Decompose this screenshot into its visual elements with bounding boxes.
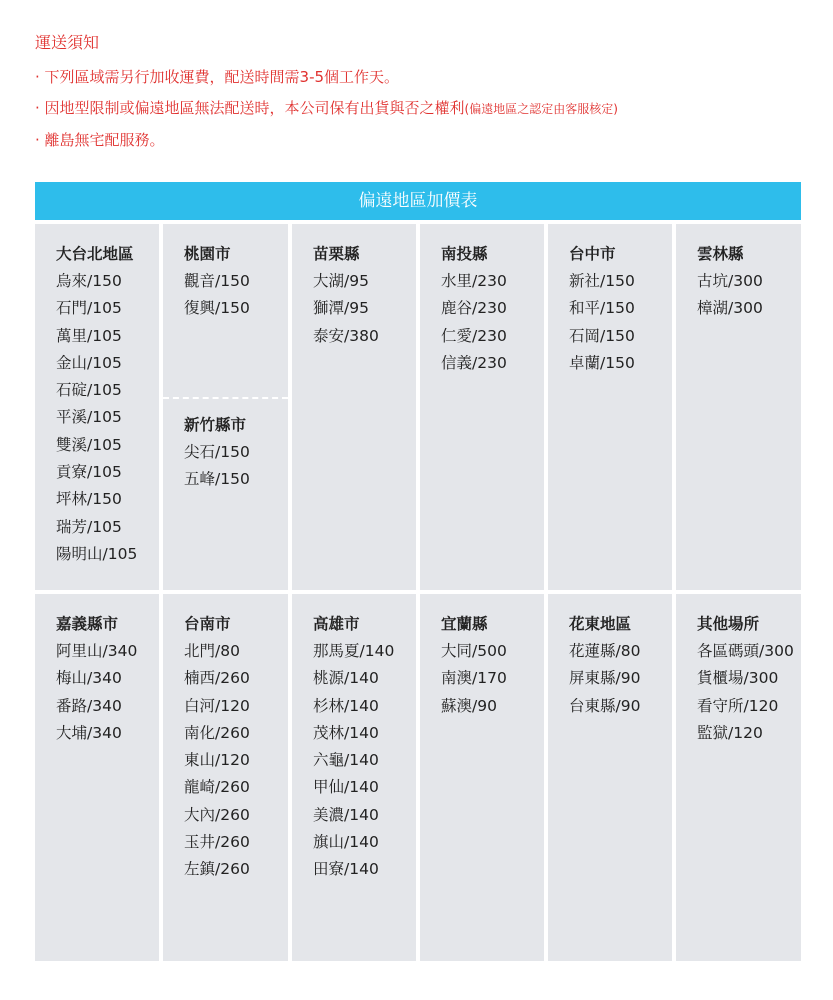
region-item: 獅潭/95 bbox=[313, 299, 369, 318]
region-item: 石門/105 bbox=[56, 299, 122, 318]
region-item: 那馬夏/140 bbox=[313, 642, 395, 660]
region-item: 左鎮/260 bbox=[184, 860, 250, 879]
region-item: 水里/230 bbox=[441, 272, 507, 290]
region-cell-kaohsiung bbox=[292, 594, 416, 961]
region-item: 石碇/105 bbox=[56, 381, 122, 400]
region-item: 花蓮縣/80 bbox=[569, 642, 641, 660]
region-item: 樟湖/300 bbox=[697, 299, 763, 318]
region-item: 大埔/340 bbox=[56, 723, 122, 742]
notice-line-1: · 下列區域需另行加收運費，配送時間需3-5個工作天。 bbox=[35, 68, 400, 86]
region-title: 台南市 bbox=[184, 615, 231, 633]
region-cell-tainan bbox=[163, 594, 288, 961]
region-cell-taipei bbox=[35, 224, 159, 590]
region-item: 田寮/140 bbox=[313, 860, 379, 879]
region-title: 宜蘭縣 bbox=[441, 615, 488, 633]
region-item: 大湖/95 bbox=[313, 272, 369, 290]
region-title: 新竹縣市 bbox=[184, 416, 247, 434]
region-cell-yunlin bbox=[676, 224, 801, 590]
region-item: 美濃/140 bbox=[313, 805, 379, 824]
region-title: 台中市 bbox=[569, 245, 616, 263]
region-cell-yilan bbox=[420, 594, 544, 961]
region-cell-taichung bbox=[548, 224, 672, 590]
region-item: 阿里山/340 bbox=[56, 642, 138, 660]
region-item: 監獄/120 bbox=[697, 723, 763, 742]
region-item: 杉林/140 bbox=[313, 696, 379, 715]
region-item: 信義/230 bbox=[441, 353, 507, 372]
region-title: 苗栗縣 bbox=[313, 245, 360, 263]
region-item: 梅山/340 bbox=[56, 669, 122, 688]
region-item: 龍崎/260 bbox=[184, 778, 250, 797]
notice-title: 運送須知 bbox=[35, 33, 100, 52]
region-item: 茂林/140 bbox=[313, 723, 379, 742]
region-cell-other bbox=[676, 594, 801, 961]
region-item: 楠西/260 bbox=[184, 669, 250, 688]
notice-line-3: · 離島無宅配服務。 bbox=[35, 131, 165, 149]
region-item: 仁愛/230 bbox=[441, 326, 507, 345]
region-item: 蘇澳/90 bbox=[441, 696, 497, 715]
notice-line-2 bbox=[35, 93, 618, 125]
region-item: 白河/120 bbox=[184, 696, 250, 715]
region-title: 大台北地區 bbox=[56, 245, 134, 263]
region-item: 各區碼頭/300 bbox=[697, 642, 794, 660]
region-item: 古坑/300 bbox=[697, 272, 763, 290]
shipping-notice bbox=[35, 30, 618, 156]
region-item: 大內/260 bbox=[184, 805, 250, 824]
region-title: 高雄市 bbox=[313, 615, 360, 633]
region-item: 雙溪/105 bbox=[56, 435, 122, 454]
region-item: 新社/150 bbox=[569, 272, 635, 290]
region-title: 其他場所 bbox=[697, 615, 760, 633]
region-title: 花東地區 bbox=[569, 615, 632, 633]
region-item: 泰安/380 bbox=[313, 326, 379, 345]
region-item: 金山/105 bbox=[56, 353, 122, 372]
region-item: 復興/150 bbox=[184, 299, 250, 318]
surcharge-table-title: 偏遠地區加價表 bbox=[35, 182, 801, 220]
notice-line-2-text: · 因地型限制或偏遠地區無法配送時，本公司保有出貨與否之權利 bbox=[35, 99, 465, 117]
region-item: 南化/260 bbox=[184, 723, 250, 742]
region-item: 南澳/170 bbox=[441, 669, 507, 688]
region-cell-taoyuan-hsinchu bbox=[163, 224, 288, 590]
region-item: 鹿谷/230 bbox=[441, 299, 507, 318]
region-item: 旗山/140 bbox=[313, 833, 379, 852]
region-item: 番路/340 bbox=[56, 696, 122, 715]
region-cell-chiayi bbox=[35, 594, 159, 961]
region-title: 嘉義縣市 bbox=[56, 615, 119, 633]
region-item: 烏來/150 bbox=[56, 272, 122, 290]
region-cell-miaoli bbox=[292, 224, 416, 590]
region-items bbox=[56, 268, 159, 568]
region-item: 台東縣/90 bbox=[569, 696, 641, 715]
region-item: 陽明山/105 bbox=[56, 544, 138, 563]
region-cell-nantou bbox=[420, 224, 544, 590]
region-item: 大同/500 bbox=[441, 642, 507, 660]
region-item: 看守所/120 bbox=[697, 696, 779, 715]
region-item: 五峰/150 bbox=[184, 470, 250, 489]
region-item: 屏東縣/90 bbox=[569, 669, 641, 688]
region-item: 平溪/105 bbox=[56, 408, 122, 427]
region-item: 玉井/260 bbox=[184, 833, 250, 852]
region-item: 貢寮/105 bbox=[56, 463, 122, 482]
region-item: 甲仙/140 bbox=[313, 778, 379, 797]
surcharge-grid bbox=[35, 224, 801, 961]
sub-region-hsinchu bbox=[184, 412, 250, 494]
region-item: 萬里/105 bbox=[56, 326, 122, 345]
region-item: 卓蘭/150 bbox=[569, 353, 635, 372]
region-item: 和平/150 bbox=[569, 299, 635, 318]
region-item: 尖石/150 bbox=[184, 443, 250, 461]
region-title: 雲林縣 bbox=[697, 245, 744, 263]
region-item: 觀音/150 bbox=[184, 272, 250, 290]
region-item: 東山/120 bbox=[184, 751, 250, 770]
region-item: 瑞芳/105 bbox=[56, 517, 122, 536]
region-item: 北門/80 bbox=[184, 642, 240, 660]
region-item: 桃源/140 bbox=[313, 669, 379, 688]
dashed-divider bbox=[163, 397, 288, 399]
region-item: 六龜/140 bbox=[313, 751, 379, 770]
region-item: 貨櫃場/300 bbox=[697, 669, 779, 688]
region-cell-huadong bbox=[548, 594, 672, 961]
notice-line-2-note: (偏遠地區之認定由客服核定) bbox=[464, 102, 618, 116]
region-title: 桃園市 bbox=[184, 245, 231, 263]
region-title: 南投縣 bbox=[441, 245, 488, 263]
region-item: 坪林/150 bbox=[56, 490, 122, 509]
region-item: 石岡/150 bbox=[569, 326, 635, 345]
